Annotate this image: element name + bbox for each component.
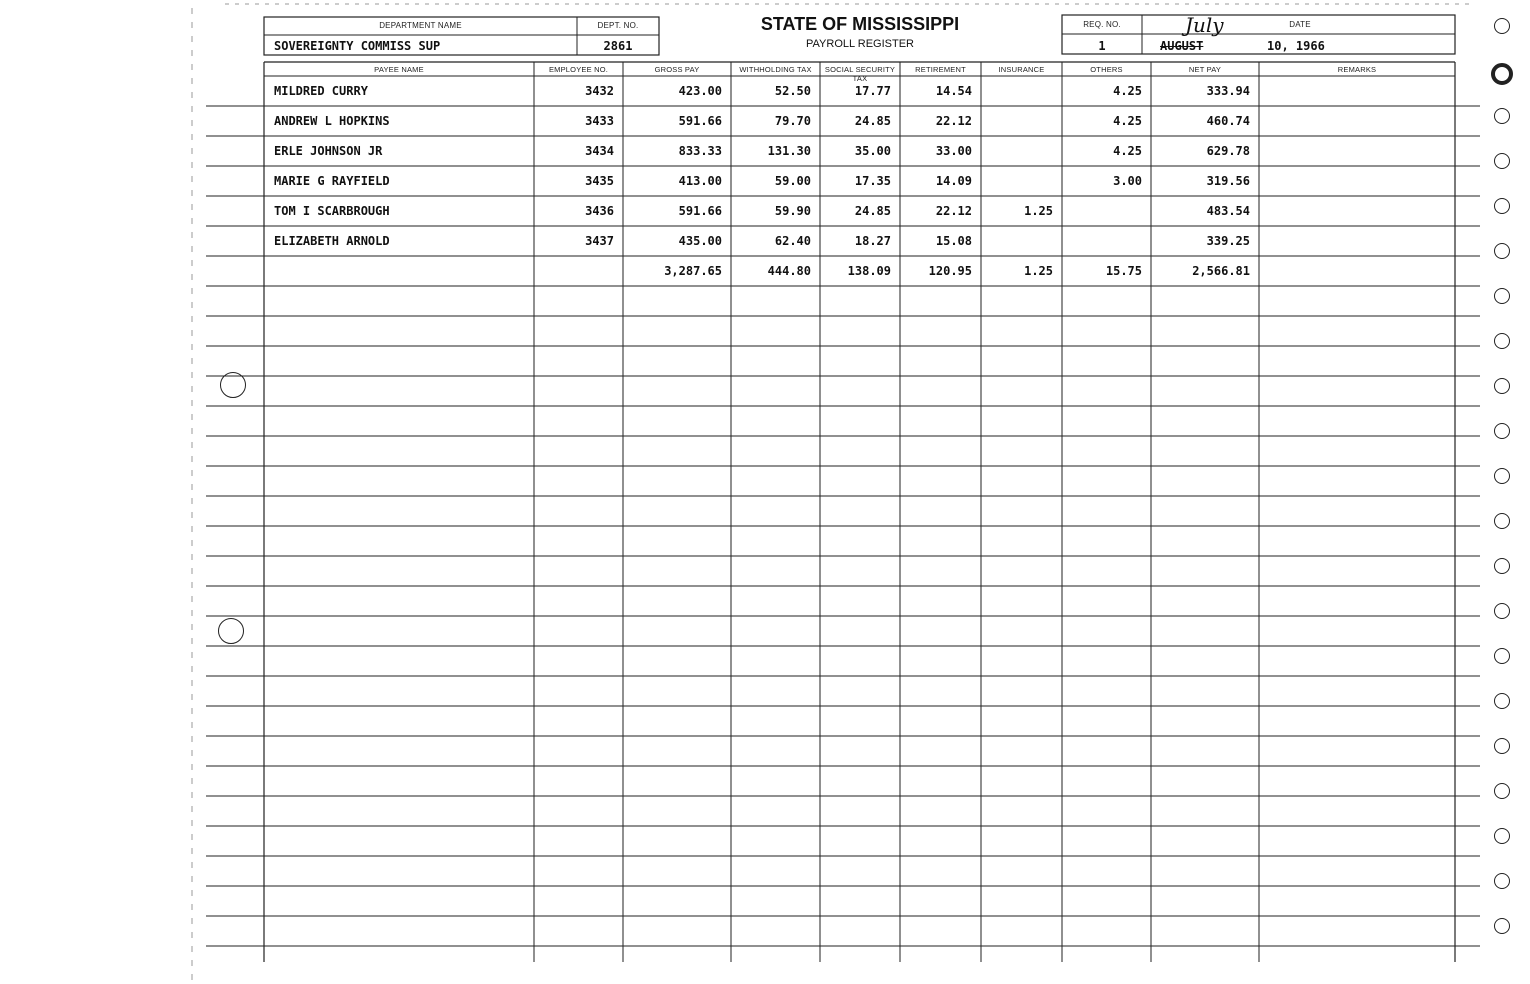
column-header-retirement: RETIREMENT bbox=[915, 65, 966, 74]
row-2-others: 4.25 bbox=[1113, 114, 1142, 128]
feed-hole-icon bbox=[1494, 648, 1510, 664]
row-3-name: ERLE JOHNSON JR bbox=[274, 144, 383, 158]
feed-hole-icon bbox=[1494, 873, 1510, 889]
row-4-name: MARIE G RAYFIELD bbox=[274, 174, 390, 188]
column-header-ss: SOCIAL SECURITY TAX bbox=[824, 65, 896, 83]
feed-hole-icon bbox=[1494, 918, 1510, 934]
totals-insurance: 1.25 bbox=[1024, 264, 1053, 278]
row-3-emp: 3434 bbox=[585, 144, 614, 158]
totals-net: 2,566.81 bbox=[1192, 264, 1250, 278]
row-4-ss: 17.35 bbox=[854, 174, 891, 188]
date-label: DATE bbox=[1289, 20, 1311, 29]
feed-hole-icon bbox=[1494, 378, 1510, 394]
feed-hole-icon bbox=[1494, 18, 1510, 34]
feed-hole-icon bbox=[1494, 558, 1510, 574]
row-6-gross: 435.00 bbox=[678, 234, 722, 248]
column-header-remarks: REMARKS bbox=[1337, 65, 1377, 74]
feed-hole-icon bbox=[1494, 288, 1510, 304]
row-2-net: 460.74 bbox=[1206, 114, 1250, 128]
form-title: STATE OF MISSISSIPPI bbox=[760, 14, 960, 34]
row-6-ss: 18.27 bbox=[854, 234, 891, 248]
row-3-ss: 35.00 bbox=[854, 144, 891, 158]
row-3-net: 629.78 bbox=[1206, 144, 1250, 158]
feed-hole-icon bbox=[1494, 108, 1510, 124]
row-5-withholding: 59.90 bbox=[774, 204, 811, 218]
column-header-insurance: INSURANCE bbox=[998, 65, 1045, 74]
row-5-insurance: 1.25 bbox=[1024, 204, 1053, 218]
row-1-others: 4.25 bbox=[1113, 84, 1142, 98]
row-4-gross: 413.00 bbox=[678, 174, 722, 188]
column-header-emp: EMPLOYEE NO. bbox=[548, 65, 609, 74]
row-4-emp: 3435 bbox=[585, 174, 614, 188]
row-2-name: ANDREW L HOPKINS bbox=[274, 114, 390, 128]
totals-retirement: 120.95 bbox=[928, 264, 972, 278]
totals-others: 15.75 bbox=[1105, 264, 1142, 278]
row-1-emp: 3432 bbox=[585, 84, 614, 98]
date-day-year: 10, 1966 bbox=[1267, 39, 1325, 53]
feed-hole-icon bbox=[1494, 738, 1510, 754]
date-month-handwritten: July bbox=[1185, 13, 1224, 37]
row-4-net: 319.56 bbox=[1206, 174, 1250, 188]
form-subtitle: PAYROLL REGISTER bbox=[806, 38, 914, 50]
row-4-others: 3.00 bbox=[1113, 174, 1142, 188]
row-6-emp: 3437 bbox=[585, 234, 614, 248]
row-5-name: TOM I SCARBROUGH bbox=[274, 204, 390, 218]
feed-hole-icon bbox=[1494, 198, 1510, 214]
row-2-gross: 591.66 bbox=[678, 114, 722, 128]
row-5-retirement: 22.12 bbox=[935, 204, 972, 218]
row-1-name: MILDRED CURRY bbox=[274, 84, 368, 98]
department-name-label: DEPARTMENT NAME bbox=[379, 21, 462, 30]
feed-hole-icon bbox=[1491, 63, 1513, 85]
feed-hole-icon bbox=[1494, 783, 1510, 799]
row-1-retirement: 14.54 bbox=[935, 84, 972, 98]
row-6-retirement: 15.08 bbox=[935, 234, 972, 248]
row-6-name: ELIZABETH ARNOLD bbox=[274, 234, 390, 248]
row-3-others: 4.25 bbox=[1113, 144, 1142, 158]
feed-hole-icon bbox=[1494, 603, 1510, 619]
date-month-printed: AUGUST bbox=[1160, 39, 1204, 53]
column-header-net: NET PAY bbox=[1188, 65, 1222, 74]
row-3-gross: 833.33 bbox=[678, 144, 722, 158]
row-5-net: 483.54 bbox=[1206, 204, 1250, 218]
totals-ss: 138.09 bbox=[847, 264, 891, 278]
req-no-value: 1 bbox=[1098, 39, 1106, 53]
column-header-gross: GROSS PAY bbox=[654, 65, 700, 74]
feed-hole-icon bbox=[1494, 243, 1510, 259]
row-3-withholding: 131.30 bbox=[767, 144, 811, 158]
row-5-emp: 3436 bbox=[585, 204, 614, 218]
dept-no-label: DEPT. NO. bbox=[597, 21, 639, 30]
feed-hole-icon bbox=[1494, 468, 1510, 484]
row-4-withholding: 59.00 bbox=[774, 174, 811, 188]
column-header-others: OTHERS bbox=[1090, 65, 1123, 74]
req-no-label: REQ. NO. bbox=[1083, 20, 1121, 29]
row-2-emp: 3433 bbox=[585, 114, 614, 128]
row-3-retirement: 33.00 bbox=[935, 144, 972, 158]
row-5-gross: 591.66 bbox=[678, 204, 722, 218]
feed-hole-icon bbox=[1494, 693, 1510, 709]
row-2-retirement: 22.12 bbox=[935, 114, 972, 128]
feed-hole-icon bbox=[1494, 423, 1510, 439]
row-2-withholding: 79.70 bbox=[774, 114, 811, 128]
binder-hole-icon bbox=[220, 372, 246, 398]
dept-no-value: 2861 bbox=[603, 39, 633, 53]
binder-hole-icon bbox=[218, 618, 244, 644]
row-6-withholding: 62.40 bbox=[774, 234, 811, 248]
row-2-ss: 24.85 bbox=[854, 114, 891, 128]
column-header-name: PAYEE NAME bbox=[374, 65, 424, 74]
row-1-ss: 17.77 bbox=[854, 84, 891, 98]
feed-hole-icon bbox=[1494, 828, 1510, 844]
row-1-gross: 423.00 bbox=[678, 84, 722, 98]
feed-hole-icon bbox=[1494, 513, 1510, 529]
feed-hole-icon bbox=[1494, 153, 1510, 169]
row-1-net: 333.94 bbox=[1206, 84, 1250, 98]
row-4-retirement: 14.09 bbox=[935, 174, 972, 188]
totals-gross: 3,287.65 bbox=[664, 264, 722, 278]
row-5-ss: 24.85 bbox=[854, 204, 891, 218]
feed-hole-icon bbox=[1494, 333, 1510, 349]
row-6-net: 339.25 bbox=[1206, 234, 1250, 248]
totals-withholding: 444.80 bbox=[767, 264, 811, 278]
row-1-withholding: 52.50 bbox=[774, 84, 811, 98]
department-name-value: SOVEREIGNTY COMMISS SUP bbox=[274, 39, 441, 53]
column-header-withholding: WITHHOLDING TAX bbox=[739, 65, 812, 74]
